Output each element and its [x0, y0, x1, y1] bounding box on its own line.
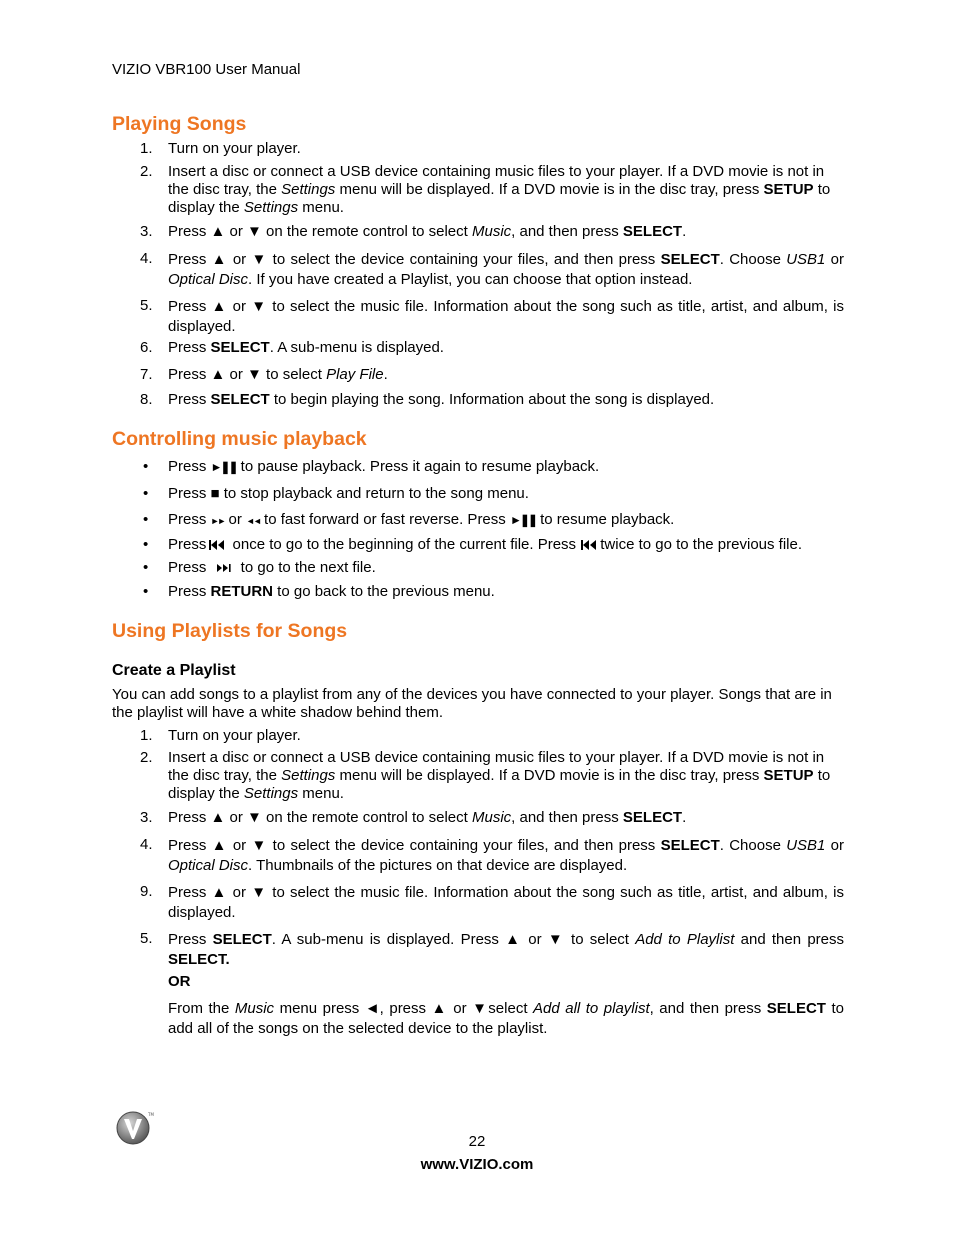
or-label: OR: [168, 973, 191, 990]
bullet: •: [143, 511, 149, 528]
step-text-alternative: From the Music menu press ◄, press ▲ or ▼select Add all to playlist, and then press SELECT to add all of the songs on the selected device to the playlist.: [168, 1000, 844, 1037]
step-number: 5.: [140, 297, 153, 314]
step-number: 1.: [140, 140, 153, 157]
step-text: Press ▲ or ▼ to select the music file. Information about the song such as title, artist, and album, is displayed.: [168, 298, 844, 335]
bullet: •: [143, 536, 149, 553]
step-number: 9.: [140, 883, 153, 900]
step-text: Turn on your player.: [168, 140, 301, 157]
bullet-text: Press once to go to the beginning of the current file. Press twice to go to the previous file.: [168, 536, 803, 553]
running-header: VIZIO VBR100 User Manual: [112, 61, 301, 78]
bullet-text: Press ►❚❚ to pause playback. Press it again to resume playback.: [168, 458, 600, 475]
bullet-text: Press RETURN to go back to the previous menu.: [168, 583, 495, 600]
bullet: •: [143, 458, 149, 475]
step-number: 2.: [140, 163, 153, 180]
intro-paragraph: You can add songs to a playlist from any of the devices you have connected to your player. Songs that are in the playlist will have a white shadow behind them.: [112, 686, 832, 721]
play-pause-icon: ►❚❚: [509, 513, 536, 527]
step-number: 3.: [140, 223, 153, 240]
skip-previous-icon: [580, 539, 598, 551]
step-text: Press ▲ or ▼ on the remote control to select Music, and then press SELECT.: [168, 809, 687, 826]
step-number: 6.: [140, 339, 153, 356]
step-number: 7.: [140, 366, 153, 383]
step-number: 3.: [140, 809, 153, 826]
step-number: 5.: [140, 930, 153, 947]
step-number: 1.: [140, 727, 153, 744]
step-number: 4.: [140, 250, 153, 267]
step-text: Press SELECT to begin playing the song. Information about the song is displayed.: [168, 391, 715, 408]
step-text: Press SELECT. A sub-menu is displayed.: [168, 339, 444, 356]
step-number: 2.: [140, 749, 153, 766]
step-number: 8.: [140, 391, 153, 408]
bullet: •: [143, 559, 149, 576]
step-text: Turn on your player.: [168, 727, 301, 744]
bullet: •: [143, 485, 149, 502]
step-text: Press ▲ or ▼ to select the music file. Information about the song such as title, artist, and album, is displayed.: [168, 884, 844, 921]
step-text: Press ▲ or ▼ to select the device containing your files, and then press SELECT. Choose USB1 or Optical Disc. If you have created a Playlist, you can choose that option instead.: [168, 251, 844, 288]
bullet-text: Press ►► or ◄◄ to fast forward or fast reverse. Press ►❚❚ to resume playback.: [168, 511, 675, 528]
fast-reverse-icon: ◄◄: [246, 516, 260, 526]
bullet-text: Press ■ to stop playback and return to the song menu.: [168, 485, 529, 502]
step-text: Press ▲ or ▼ to select the device containing your files, and then press SELECT. Choose USB1 or Optical Disc. Thumbnails of the pictures on that device are displayed.: [168, 837, 844, 874]
play-pause-icon: ►❚❚: [210, 460, 237, 474]
step-text: Insert a disc or connect a USB device containing music files to your player. If a DVD movie is not in the disc tray, the Settings menu will be displayed. If a DVD movie is in the disc tray, press SETUP to display the Settings menu.: [168, 163, 831, 216]
section-heading-playing-songs: Playing Songs: [112, 113, 247, 135]
step-text: Press ▲ or ▼ to select Play File.: [168, 366, 388, 383]
step-number: 4.: [140, 836, 153, 853]
section-heading-controlling-playback: Controlling music playback: [112, 428, 367, 450]
skip-previous-icon: [208, 539, 226, 551]
section-heading-using-playlists: Using Playlists for Songs: [112, 620, 348, 642]
page-number: 22: [468, 1133, 486, 1150]
fast-forward-icon: ►►: [210, 516, 225, 526]
bullet: •: [143, 583, 149, 600]
skip-next-icon: [215, 562, 233, 574]
step-text: Press ▲ or ▼ on the remote control to select Music, and then press SELECT.: [168, 223, 687, 240]
footer-url: www.VIZIO.com: [420, 1156, 534, 1173]
svg-text:TM: TM: [148, 1112, 154, 1117]
bullet-text: Press to go to the next file.: [168, 559, 376, 576]
step-text: Insert a disc or connect a USB device containing music files to your player. If a DVD movie is not in the disc tray, the Settings menu will be displayed. If a DVD movie is in the disc tray, press SETUP to display the Settings menu.: [168, 749, 831, 802]
step-text: Press SELECT. A sub-menu is displayed. Press ▲ or ▼ to select Add to Playlist and then press SELECT.: [168, 931, 845, 968]
subheading-create-playlist: Create a Playlist: [112, 662, 236, 679]
